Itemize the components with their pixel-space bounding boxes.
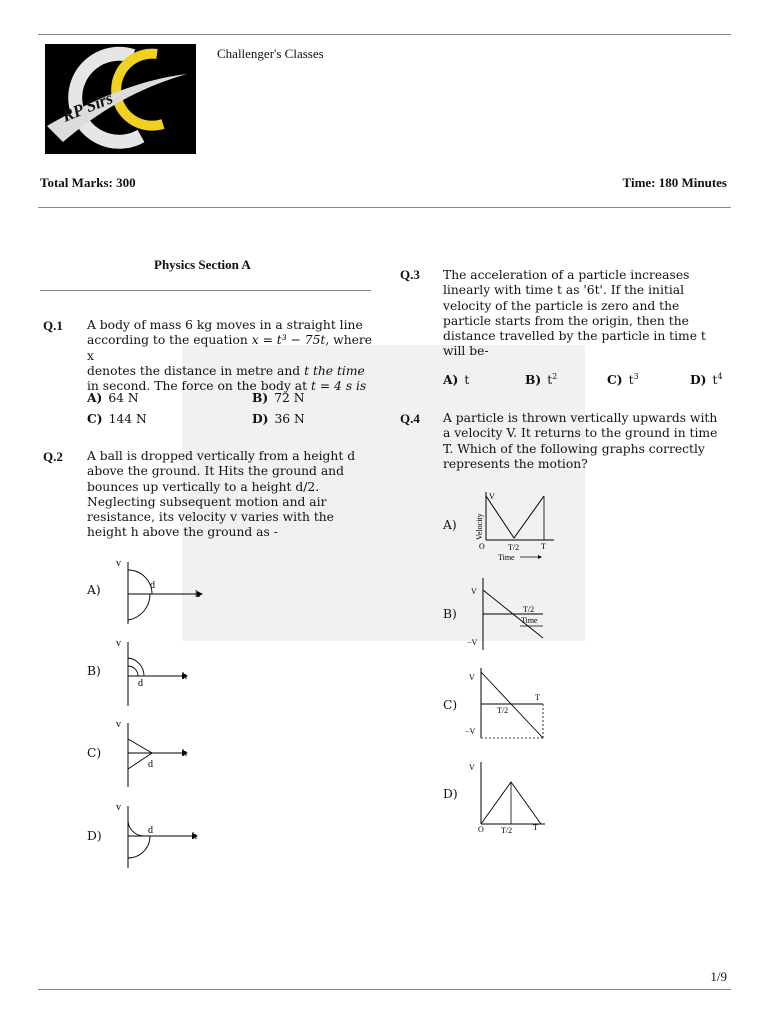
q4-graph-c — [465, 664, 555, 744]
q1-option-d[interactable]: D) 36 N — [252, 411, 305, 426]
q4-graph-b — [465, 576, 555, 654]
svg-text:v: v — [116, 719, 121, 730]
svg-text:V: V — [469, 673, 475, 682]
q2-text: A ball is dropped vertically from a height d above the ground. It Hits the ground and bounces up vertically to a height d/2. Neglecting subsequent motion and air resistance, its velocity v varies with the height h above the ground as - — [87, 449, 356, 540]
q2-graph-d — [112, 800, 207, 872]
svg-text:h: h — [182, 748, 187, 759]
svg-text:T/2: T/2 — [523, 605, 535, 614]
top-rule — [38, 34, 731, 35]
svg-text:V: V — [489, 492, 495, 501]
q2-option-b[interactable]: B) — [87, 664, 101, 678]
q2-option-c[interactable]: C) — [87, 746, 102, 760]
q4-graph-a — [470, 488, 560, 564]
svg-text:Velocity: Velocity — [475, 513, 484, 540]
svg-text:h: h — [192, 831, 197, 842]
q4-number: Q.4 — [400, 411, 420, 426]
q3-option-b[interactable]: B) $t^2$ — [525, 372, 558, 388]
svg-text:−V: −V — [467, 638, 478, 647]
svg-text:−V: −V — [465, 727, 476, 736]
svg-text:O: O — [478, 825, 484, 834]
svg-text:V: V — [469, 763, 475, 772]
svg-text:T/2: T/2 — [497, 706, 509, 715]
svg-text:d: d — [138, 678, 143, 689]
svg-text:T: T — [535, 693, 540, 702]
q4-option-a[interactable]: A) — [443, 518, 457, 532]
q3-text: The acceleration of a particle increases linearly with time t as '6t'. If the initial velocity of the particle is zero and the particle starts from the origin, then the distance travelled by the particle in time t will be- — [443, 268, 706, 359]
q3-option-a[interactable]: A) t — [443, 372, 470, 387]
q4-text: A particle is thrown vertically upwards with a velocity V. It returns to the ground in time T. Which of the following graphs correctly represents the motion? — [443, 411, 718, 471]
q2-graph-b — [112, 636, 207, 708]
page-number: 1/9 — [710, 969, 727, 984]
q2-graph-c — [112, 717, 207, 789]
q2-graph-a — [112, 556, 207, 626]
institute-name: Challenger's Classes — [217, 46, 324, 61]
q4-option-b[interactable]: B) — [443, 607, 457, 621]
svg-text:v: v — [116, 558, 121, 569]
q1-text: A body of mass 6 kg moves in a straight line according to the equation x = t³ − 75t, where x denotes the distance in metre and t the time in second. The force on the body at t = 4 s is — [87, 318, 373, 394]
q4-graph-d — [465, 756, 555, 836]
q3-number: Q.3 — [400, 267, 420, 282]
svg-text:v: v — [116, 638, 121, 649]
q1-option-a[interactable]: A) 64 N — [87, 390, 139, 405]
svg-text:T: T — [533, 823, 538, 832]
q2-option-a[interactable]: A) — [87, 583, 101, 597]
svg-text:d: d — [150, 580, 155, 591]
svg-text:V: V — [471, 587, 477, 596]
q1-option-c[interactable]: C) 144 N — [87, 411, 147, 426]
q4-option-c[interactable]: C) — [443, 698, 458, 712]
svg-text:v: v — [116, 802, 121, 813]
svg-text:d: d — [148, 825, 153, 836]
q1-option-b[interactable]: B) 72 N — [252, 390, 305, 405]
q2-option-d[interactable]: D) — [87, 829, 102, 843]
exam-time: Time: 180 Minutes — [622, 175, 727, 190]
header-bottom-rule — [38, 207, 731, 208]
svg-text:O: O — [479, 542, 485, 551]
svg-text:h: h — [195, 589, 200, 600]
svg-text:Time: Time — [521, 616, 538, 625]
svg-text:T: T — [541, 542, 546, 551]
svg-text:T/2: T/2 — [501, 826, 513, 835]
bottom-rule — [38, 989, 731, 990]
logo — [45, 44, 196, 154]
logo-text: RP Sirs — [59, 88, 116, 126]
q3-option-d[interactable]: D) $t^4$ — [690, 372, 723, 388]
q3-option-c[interactable]: C) $t^3$ — [607, 372, 639, 388]
q1-number: Q.1 — [43, 318, 63, 333]
q2-number: Q.2 — [43, 449, 63, 464]
section-title: Physics Section A — [154, 257, 251, 272]
svg-text:Time: Time — [498, 553, 515, 562]
total-marks: Total Marks: 300 — [40, 175, 136, 190]
svg-text:d: d — [148, 759, 153, 770]
svg-text:h: h — [182, 671, 187, 682]
section-rule — [40, 290, 371, 291]
q4-option-d[interactable]: D) — [443, 787, 458, 801]
svg-text:T/2: T/2 — [508, 543, 520, 552]
